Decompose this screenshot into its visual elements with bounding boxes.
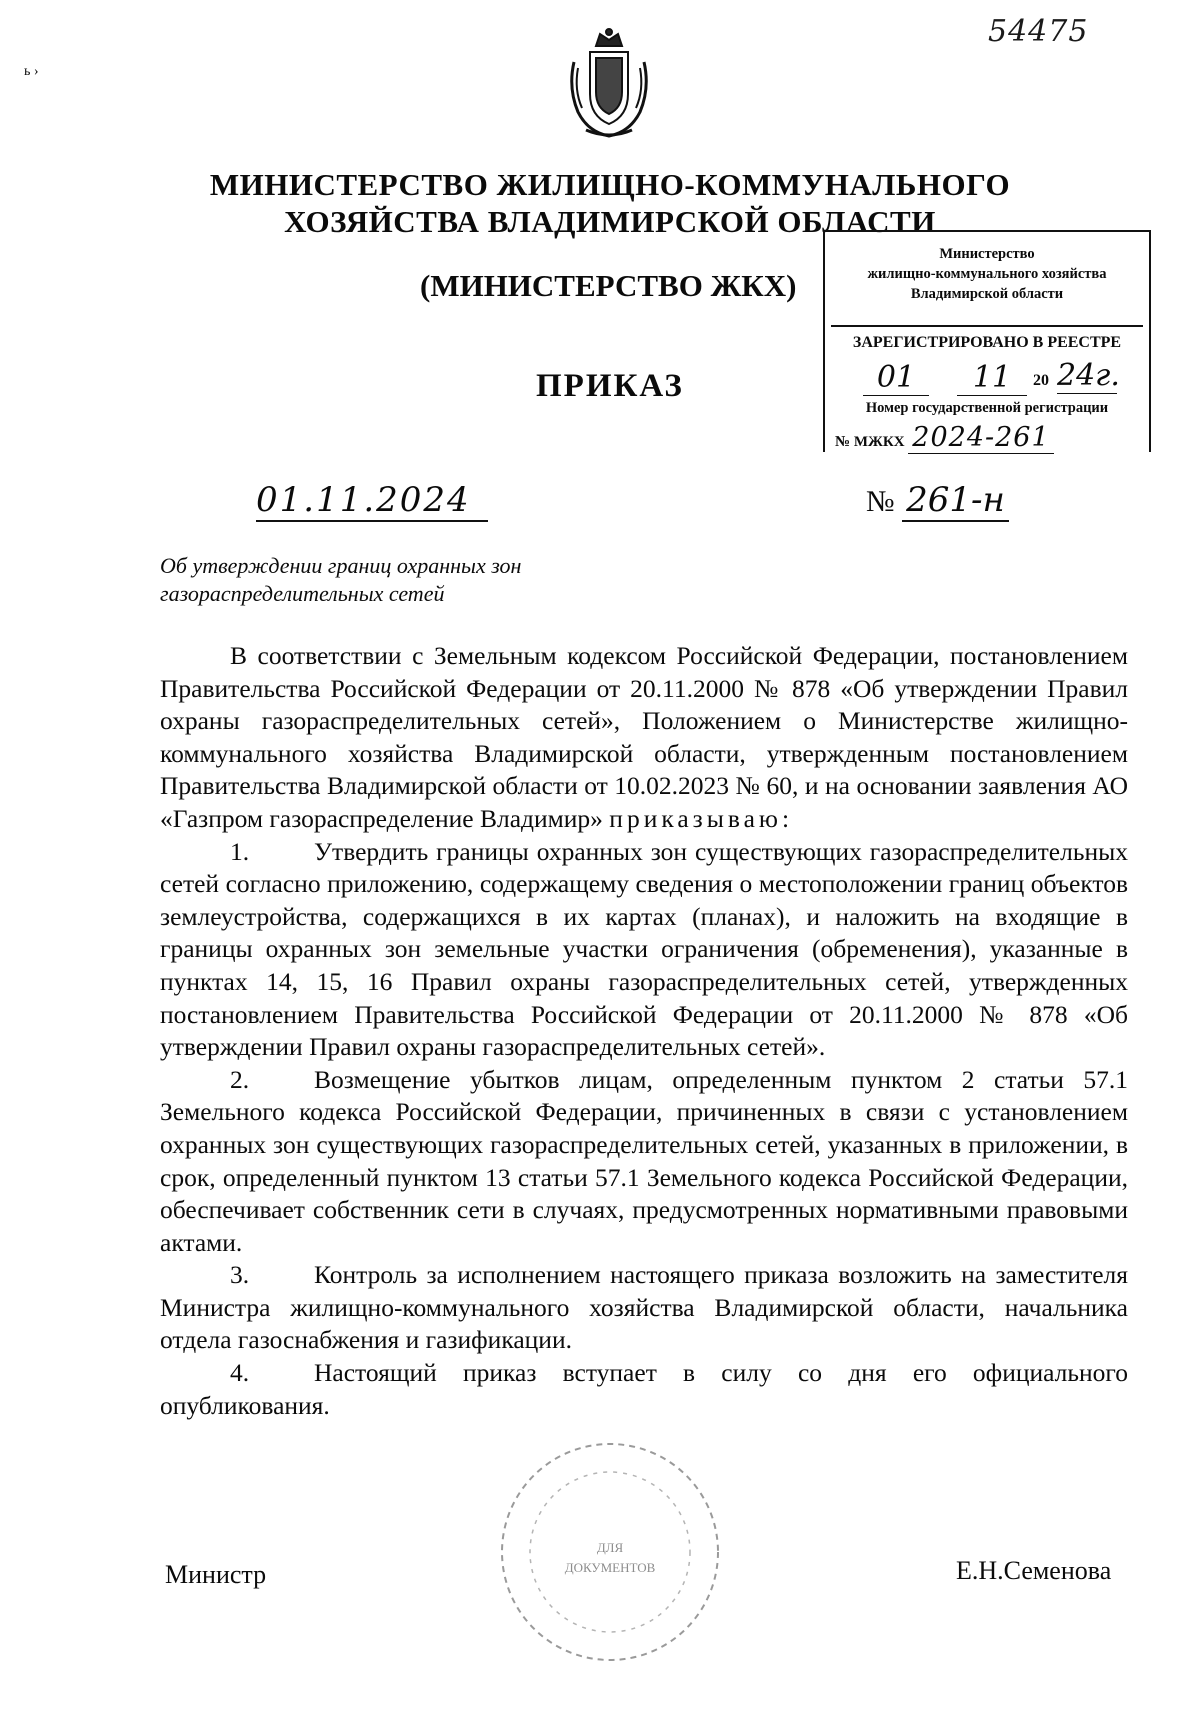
stamp-year-prefix: 20 [1033,372,1049,389]
item-text: Возмещение убытков лицам, определенным пунктом 2 статьи 57.1 Земельного кодекса Российской Федерации, причиненных в связи с установлением охранных зон существующих газораспределительных сетей, указанных в приложении, в срок, определенный пунктом 13 статьи 57.1 Земельного кодекса Российской Федерации, обеспечивает собственник сети в случаях, предусмотренных нормативными правовыми актами. [160,1064,1128,1257]
stamp-organization [825,244,1149,304]
preamble-text: В соответствии с Земельным кодексом Российской Федерации, постановлением Правительства Российской Федерации от 20.11.2000 № 878 «Об утверждении Правил охраны газораспределительных сетей», Положением о Министерстве жилищно-коммунального хозяйства Владимирской области, утвержденным постановлением Правительства Владимирской области от 10.02.2023 № 60, и на основании заявления АО «Газпром газораспределение Владимир» [160,641,1128,833]
scan-corner-mark: ь › [24,64,39,79]
ministry-title-line2: ХОЗЯЙСТВА ВЛАДИМИРСКОЙ ОБЛАСТИ [284,204,936,239]
order-number-value: 261-н [902,480,1009,522]
item-text: Контроль за исполнением настоящего приказа возложить на заместителя Министра жилищно-коммунального хозяйства Владимирской области, начальника отдела газоснабжения и газификации. [160,1260,1128,1355]
registration-stamp [823,230,1151,452]
stamp-date-year: 24г. [1057,358,1120,393]
handwritten-incoming-number: 54475 [988,14,1089,49]
stamp-divider [831,325,1143,327]
order-item-4 [160,1357,1128,1422]
preamble-paragraph [160,640,1128,836]
coat-of-arms-emblem [566,28,652,140]
order-item-2 [160,1064,1128,1260]
item-number: 1. [230,836,250,866]
ministry-title [200,166,1020,240]
stamp-date-day: 01 [863,360,929,396]
item-text: Утвердить границы охранных зон существующих газораспределительных сетей согласно приложению, содержащему сведения о местоположении границ объектов землеустройства, содержащихся в их картах (планах), и наложить на входящие в границы охранных зон земельные участки ограничения (обременения), указанные в пунктах 14, 15, 16 Правил охраны газораспределительных сетей, утвержденных постановлением Правительства Российской Федерации от 20.11.2000 № 878 «Об утверждении Правил охраны газораспределительных сетей». [160,836,1128,1062]
seal-center-line2: ДОКУМЕНТОВ [564,1560,656,1575]
order-body [160,640,1128,1422]
subject-line2: газораспределительных сетей [160,581,445,606]
subject-line1: Об утверждении границ охранных зон [160,553,522,578]
order-item-3 [160,1259,1128,1357]
signature-name: Е.Н.Семенова [956,1556,1112,1585]
stamp-org-line2: жилищно-коммунального хозяйства [867,266,1107,282]
signature-title: Министр [165,1560,267,1589]
stamp-registration-label: Номер государственной регистрации [865,400,1109,416]
stamp-org-line1: Министерство [939,246,1035,262]
stamp-registration-prefix: № МЖКХ [835,434,905,450]
order-subject [160,552,680,608]
order-date: 01.11.2024 [256,480,488,522]
round-seal [496,1438,724,1666]
ministry-title-line1: МИНИСТЕРСТВО ЖИЛИЩНО-КОММУНАЛЬНОГО [209,167,1011,202]
item-number: 2. [230,1064,250,1094]
order-number [866,480,1009,520]
stamp-registered-label: ЗАРЕГИСТРИРОВАНО В РЕЕСТРЕ [852,334,1122,351]
stamp-date-row [825,358,1149,396]
stamp-registration-row [835,422,1054,453]
order-item-1 [160,836,1128,1064]
seal-center-line1: ДЛЯ [596,1540,624,1555]
ministry-short-name: (МИНИСТЕРСТВО ЖКХ) [420,268,797,303]
item-text: Настоящий приказ вступает в силу со дня его официального опубликования. [160,1358,1128,1420]
order-number-sign: № [866,485,895,518]
stamp-org-line3: Владимирской области [910,286,1064,302]
stamp-registration-number: 2024-261 [908,422,1053,454]
order-word: приказываю: [609,803,794,833]
stamp-date-month: 11 [957,360,1027,396]
document-type-title: ПРИКАЗ [536,368,684,404]
item-number: 4. [230,1358,250,1388]
item-number: 3. [230,1260,250,1290]
